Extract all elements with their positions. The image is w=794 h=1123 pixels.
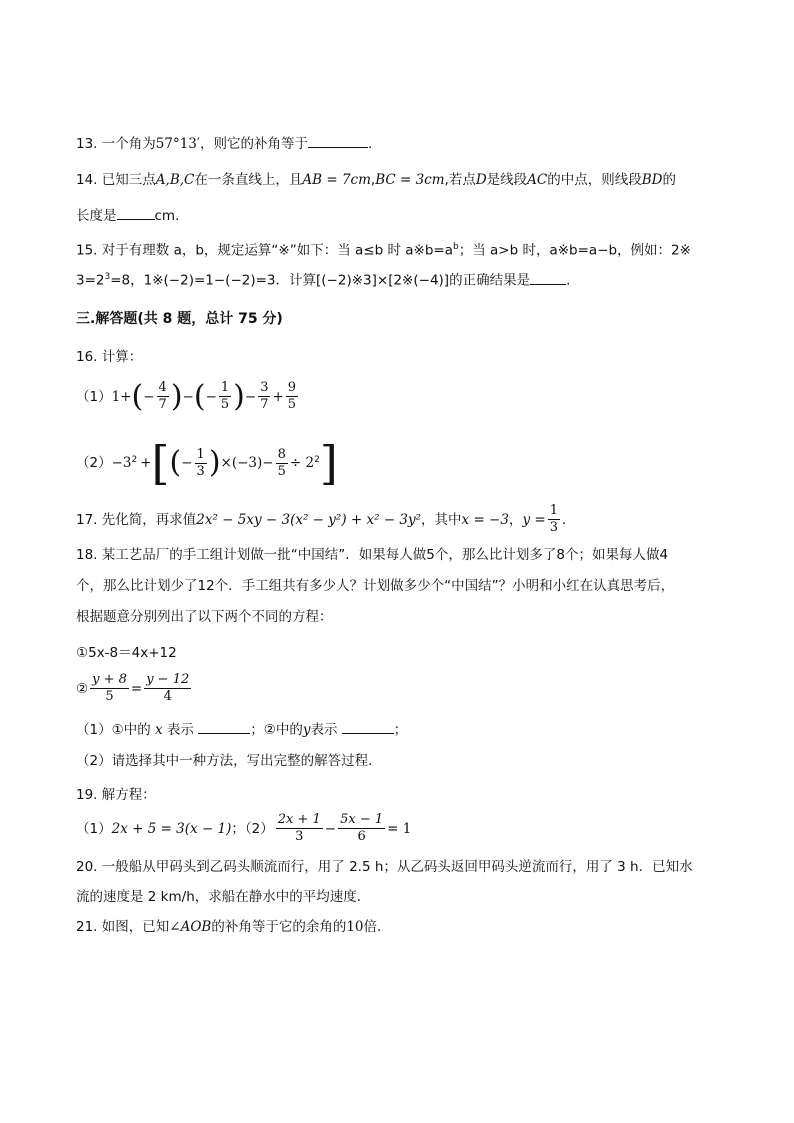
numerator: 1 <box>220 380 230 395</box>
exponent: 2 <box>314 455 320 465</box>
denominator: 5 <box>90 688 129 705</box>
q14-answer-blank[interactable] <box>117 206 155 220</box>
numerator: 2x + 1 <box>277 812 321 827</box>
q18-equation-1: ①5x-8＝4x+12 <box>76 645 177 661</box>
fraction-5x-1-6 <box>338 812 385 845</box>
q19-parts <box>76 812 411 845</box>
denominator: 3 <box>196 463 205 479</box>
q21-multiplier: 10 <box>346 919 364 935</box>
minus-sign: − <box>182 388 194 405</box>
q21-text: 的补角等于它的余角的 <box>211 919 347 935</box>
q14-segment-ac: AC <box>527 172 548 188</box>
minus-sign: − <box>244 388 257 405</box>
paren-close: ) <box>233 378 245 414</box>
q14-ab: AB = 7cm <box>302 172 371 188</box>
q14-unit: cm． <box>154 208 189 224</box>
q14-points: A,B,C <box>155 172 195 188</box>
numerator: 8 <box>277 446 286 462</box>
numerator: 1 <box>549 503 558 518</box>
q16-part2-term: −3 <box>111 455 132 471</box>
question-18-line2: 个，那么比计划少了12个．手工组共有多少人？计划做多少个“中国结”？小明和小红在认真思考后， <box>76 578 675 594</box>
question-15-line1 <box>76 237 691 261</box>
numerator: 3 <box>260 380 269 395</box>
q18-text: 某工艺品厂的手工组计划做一批“中国结”．如果每人做5个，那么比计划多了8个；如果每人做4 <box>101 547 669 563</box>
numerator: 5x − 1 <box>340 812 384 827</box>
q17-text: ，其中 <box>421 511 462 528</box>
q15-text: 3=2 <box>76 272 105 289</box>
q15-text: =8，1※(−2)=1−(−2)=3．计算[(−2)※3]×[2※(−4)]的正确结果是 <box>110 272 531 289</box>
numerator: y − 12 <box>146 672 190 687</box>
q14-number: 14. <box>76 172 98 188</box>
q18-text: ； <box>393 722 408 738</box>
q14-text: 是线段 <box>486 172 528 188</box>
q13-answer-blank[interactable] <box>308 134 368 148</box>
denominator: 6 <box>338 828 385 845</box>
var-x: x <box>155 722 163 738</box>
bracket-close: ] <box>319 436 338 490</box>
q16-part1-label: （1） <box>76 388 112 405</box>
q20-number: 20. <box>76 859 98 875</box>
q14-text: 的 <box>662 172 677 188</box>
q15-period: . <box>566 272 571 289</box>
q21-angle: ∠AOB <box>169 919 212 935</box>
q15-text: ；当 a>b 时，a※b=a−b，例如：2※ <box>458 242 691 259</box>
minus-sign: − <box>143 388 155 405</box>
numerator: 4 <box>158 380 167 395</box>
exponent: 2 <box>131 455 138 465</box>
plus-sign: + <box>140 455 152 471</box>
denominator: 7 <box>158 397 167 412</box>
paren-open: ( <box>193 378 206 414</box>
question-15-line2 <box>76 267 570 291</box>
q20-text: 一般船从甲码头到乙码头顺流而行，用了 2.5 h；从乙码头返回甲码头逆流而行，用了 3 h．已知水 <box>101 859 693 875</box>
paren-open: ( <box>169 445 182 480</box>
q16-part2 <box>76 436 338 490</box>
q18-equation-2 <box>76 672 193 705</box>
q15-answer-blank[interactable] <box>530 271 566 285</box>
var-y: y <box>302 722 311 738</box>
fraction-4-7 <box>157 380 169 413</box>
q19-title: 解方程： <box>101 787 156 803</box>
fraction-8-5 <box>276 447 288 480</box>
question-20-line2: 流的速度是 2 km/h，求船在静水中的平均速度． <box>76 889 371 905</box>
fraction-eq2-left <box>90 672 129 705</box>
q13-number: 13. <box>76 136 98 152</box>
section-3-heading: 三.解答题(共 8 题，总计 75 分) <box>76 311 283 327</box>
q13-text-pre: 一个角为 <box>101 136 156 152</box>
equals-sign: = <box>130 680 143 697</box>
q17-y-label: y = <box>522 511 546 528</box>
q16-part1 <box>76 380 300 413</box>
q17-x-value: x = −3 <box>461 511 509 528</box>
minus-sign: − <box>324 820 337 837</box>
q19-rhs: = 1 <box>387 820 412 837</box>
q17-text: 先化简，再求值 <box>101 511 197 528</box>
q17-text: ， <box>508 511 523 528</box>
q18-number: 18. <box>76 547 98 563</box>
numerator: 1 <box>196 446 205 462</box>
minus-sign: − <box>181 455 193 471</box>
fraction-1-3 <box>548 503 560 536</box>
fraction-9-5 <box>286 380 298 413</box>
denominator: 5 <box>277 463 286 479</box>
q13-angle: 57°13′ <box>155 136 200 152</box>
circled-2: ② <box>76 680 89 697</box>
denominator: 7 <box>260 397 269 412</box>
fraction-2x+1-3 <box>276 812 323 845</box>
q17-number: 17. <box>76 511 98 528</box>
q19-equation-1: 2x + 5 = 3(x − 1) <box>111 820 232 837</box>
denominator: 5 <box>287 397 297 412</box>
q21-number: 21. <box>76 919 98 935</box>
denominator: 5 <box>220 397 230 412</box>
minus-sign: − <box>205 388 217 405</box>
q18-x-answer-blank[interactable] <box>198 720 250 734</box>
question-14-line1 <box>76 170 676 190</box>
q15-exponent: b <box>452 242 459 252</box>
q14-segment-bd: BD <box>641 172 663 188</box>
question-19 <box>76 785 156 805</box>
q19-number: 19. <box>76 787 98 803</box>
q14-text: 已知三点 <box>101 172 156 188</box>
q18-y-answer-blank[interactable] <box>342 720 394 734</box>
question-14-line2 <box>76 206 189 226</box>
paren-open: ( <box>131 378 144 414</box>
q19-part1-label: （1） <box>76 820 112 837</box>
fraction-1-5 <box>219 380 231 413</box>
q21-text: 倍． <box>363 919 391 935</box>
q14-text: ,若点 <box>444 172 476 188</box>
q13-period: . <box>367 136 373 152</box>
q14-text: 长度是 <box>76 208 117 224</box>
q18-text: （1）①中的 <box>76 722 151 738</box>
question-18-line1 <box>76 545 668 565</box>
q16-title: 计算： <box>101 349 143 365</box>
q17-expression: 2x² − 5xy − 3(x² − y²) + x² − 3y² <box>196 511 422 528</box>
q16-part2-term: ÷ 2 <box>289 455 315 471</box>
numerator: 9 <box>287 380 297 395</box>
denominator: 4 <box>144 688 191 705</box>
plus-sign: + <box>272 388 284 405</box>
fraction-eq2-right <box>144 672 191 705</box>
paren-close: ) <box>170 378 183 414</box>
denominator: 3 <box>549 520 558 535</box>
question-20-line1 <box>76 857 693 877</box>
bracket-open: [ <box>151 436 170 490</box>
question-13 <box>76 134 372 154</box>
question-17 <box>76 503 575 536</box>
q18-sub-question-1 <box>76 720 407 740</box>
q16-part1-term: 1+ <box>111 388 132 405</box>
question-21 <box>76 917 391 937</box>
q15-text: 对于有理数 a，b，规定运算“※”如下：当 a≤b 时 a※b=a <box>101 242 453 259</box>
q14-text: , <box>370 172 376 188</box>
q16-part2-term: ×(−3)− <box>220 455 274 471</box>
q14-bc: BC = 3cm <box>375 172 445 188</box>
denominator: 3 <box>276 828 323 845</box>
q18-sub-question-2: （2）请选择其中一种方法，写出完整的解答过程． <box>76 753 382 769</box>
q18-text: ；②中的 <box>250 722 303 738</box>
q15-number: 15. <box>76 242 98 259</box>
q21-text: 如图，已知 <box>101 919 170 935</box>
q14-point-d: D <box>475 172 487 188</box>
paren-close: ) <box>208 445 221 480</box>
q19-part2-label: ；（2） <box>231 820 274 837</box>
q15-exponent: 3 <box>104 272 111 282</box>
q14-text: 在一条直线上，且 <box>194 172 303 188</box>
question-16 <box>76 347 142 367</box>
fraction-3-7 <box>258 380 270 413</box>
q18-text: 表示 <box>166 722 194 738</box>
q18-text: 表示 <box>310 722 338 738</box>
fraction-1-3 <box>195 447 207 480</box>
q17-period: ． <box>561 511 576 528</box>
question-18-line3: 根据题意分别列出了以下两个不同的方程： <box>76 609 333 625</box>
q13-text-post: ，则它的补角等于 <box>199 136 308 152</box>
numerator: y + 8 <box>92 672 127 687</box>
q14-text: 的中点，则线段 <box>547 172 642 188</box>
q16-part2-label: （2） <box>76 455 112 471</box>
q16-number: 16. <box>76 349 98 365</box>
